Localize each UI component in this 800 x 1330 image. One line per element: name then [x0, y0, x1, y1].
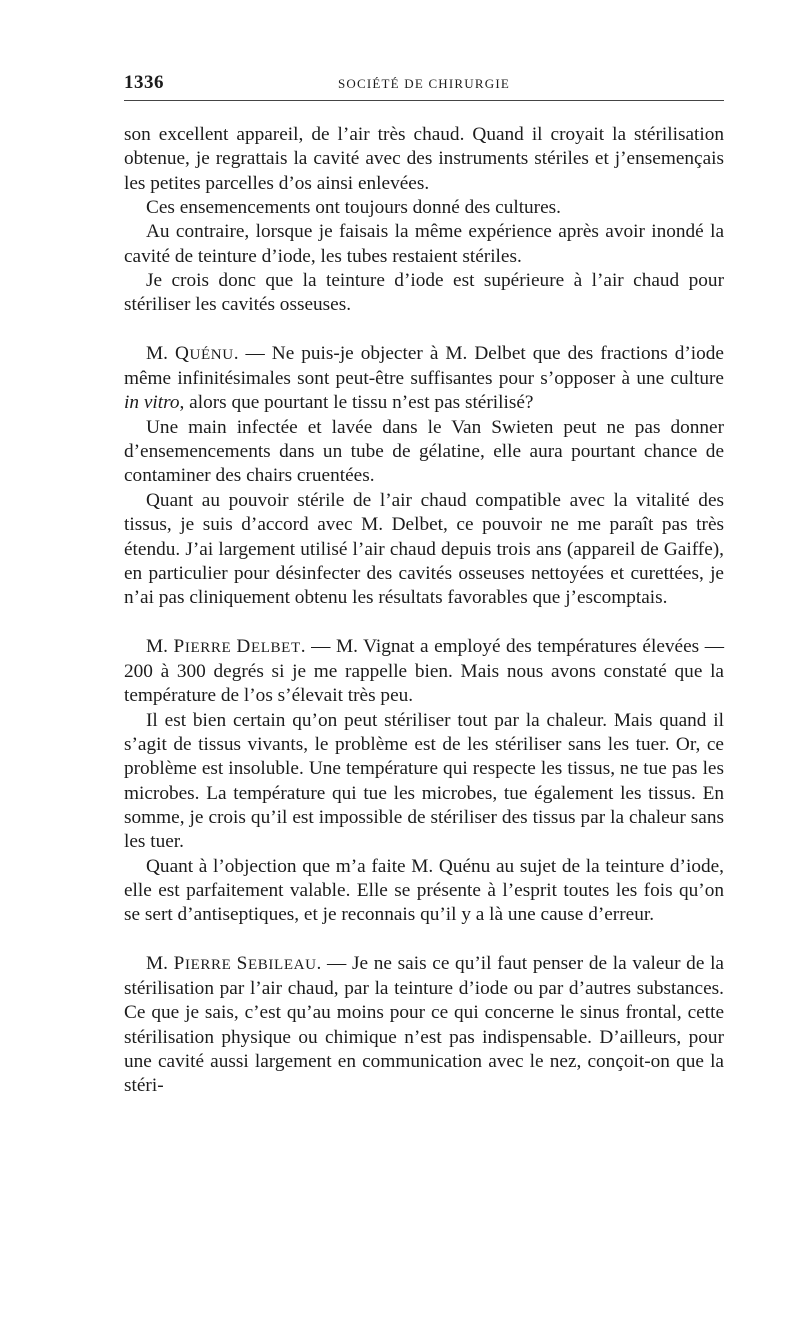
paragraph-9: Il est bien certain qu’on peut stériliser tout par la chaleur. Mais quand il s’agit de tissus vivants, le problème est de les stériliser sans les tuer. Or, ce problème est insoluble. Une température qui respecte les tissus, ne tue pas les microbes. La température qui tue les microbes, tue également les tissus. En somme, je crois qu’il est impossible de stériliser des tissus par la chaleur sans les tuer.	[124, 709, 724, 853]
paragraph-1: son excellent appareil, de l’air très chaud. Quand il croyait la stérilisation obtenue, je regrattais la cavité avec des instruments stériles et j’ensemençais les petites parcelles d’os ainsi enlevées.	[124, 124, 724, 194]
paragraph-7: Quant au pouvoir stérile de l’air chaud compatible avec la vitalité des tissus, je suis d’accord avec M. Delbet, ce pouvoir ne me paraît pas très étendu. J’ai largement utilisé l’air chaud depuis trois ans (appareil de Gaiffe), en particulier pour désinfecter des cavités osseuses nettoyées et curettées, je n’ai pas cliniquement obtenu les résultats favorables que j’escomptais.	[124, 489, 724, 609]
speaker-delbet-paragraph	[124, 635, 724, 709]
paragraph-10: Quant à l’objection que m’a faite M. Quénu au sujet de la teinture d’iode, elle est parfaitement valable. Elle se présente à l’esprit toutes les fois qu’on se sert d’antiseptiques, et je reconnais qu’il y a là une cause d’erreur.	[124, 855, 724, 926]
quenu-statement-end: , alors que pourtant le tissu n’est pas stérilisé?	[179, 392, 534, 414]
speaker-sebileau-paragraph	[124, 952, 724, 1099]
page	[124, 70, 724, 1099]
paragraph-6: Une main infectée et lavée dans le Van Swieten peut ne pas donner d’ensemencements dans un tube de gélatine, elle aura pourtant chance de contaminer des chairs cruentées.	[124, 416, 724, 487]
speaker-name-delbet: PIERRE DELBET	[173, 635, 301, 657]
sebileau-statement: . — Je ne sais ce qu’il faut penser de la valeur de la stérilisation par l’air chaud, par la teinture d’iode ou par d’autres substances. Ce que je sais, c’est qu’au moins pour ce qui concerne le sinus frontal, cette stérilisation physique ou chimique n’est pas indispensable. D’ailleurs, pour une cavité aussi largement en communication avec le nez, conçoit-on que la stéri-	[124, 952, 724, 1097]
header-rule	[124, 100, 724, 101]
quenu-statement: . — Ne puis-je objecter à M. Delbet que des fractions d’iode même infinitésimales sont peut-être suffisantes pour s’opposer à une culture	[124, 342, 724, 390]
paragraph-4: Je crois donc que la teinture d’iode est supérieure à l’air chaud pour stériliser les cavités osseuses.	[124, 270, 724, 316]
delbet-statement: . — M. Vignat a employé des températures élevées — 200 à 300 degrés si je me rappelle bien. Mais nous avons constaté que la température de l’os s’élevait très peu.	[124, 635, 725, 707]
paragraph-3: Au contraire, lorsque je faisais la même expérience après avoir inondé la cavité de teinture d’iode, les tubes restaient stériles.	[124, 221, 724, 267]
page-number: 1336	[124, 72, 164, 93]
paragraph-2: Ces ensemencements ont toujours donné des cultures.	[146, 197, 561, 219]
speaker-title: M.	[146, 952, 168, 974]
running-title: SOCIÉTÉ DE CHIRURGIE	[337, 76, 511, 91]
speaker-title: M.	[146, 635, 168, 657]
running-head	[124, 70, 724, 100]
speaker-title: M.	[146, 342, 168, 364]
speaker-name-sebileau: PIERRE SEBILEAU	[173, 952, 317, 974]
speaker-name-quenu: QUÉNU	[174, 342, 234, 364]
speaker-quenu-paragraph	[124, 342, 724, 416]
italic-in-vitro: in vitro	[124, 392, 180, 414]
